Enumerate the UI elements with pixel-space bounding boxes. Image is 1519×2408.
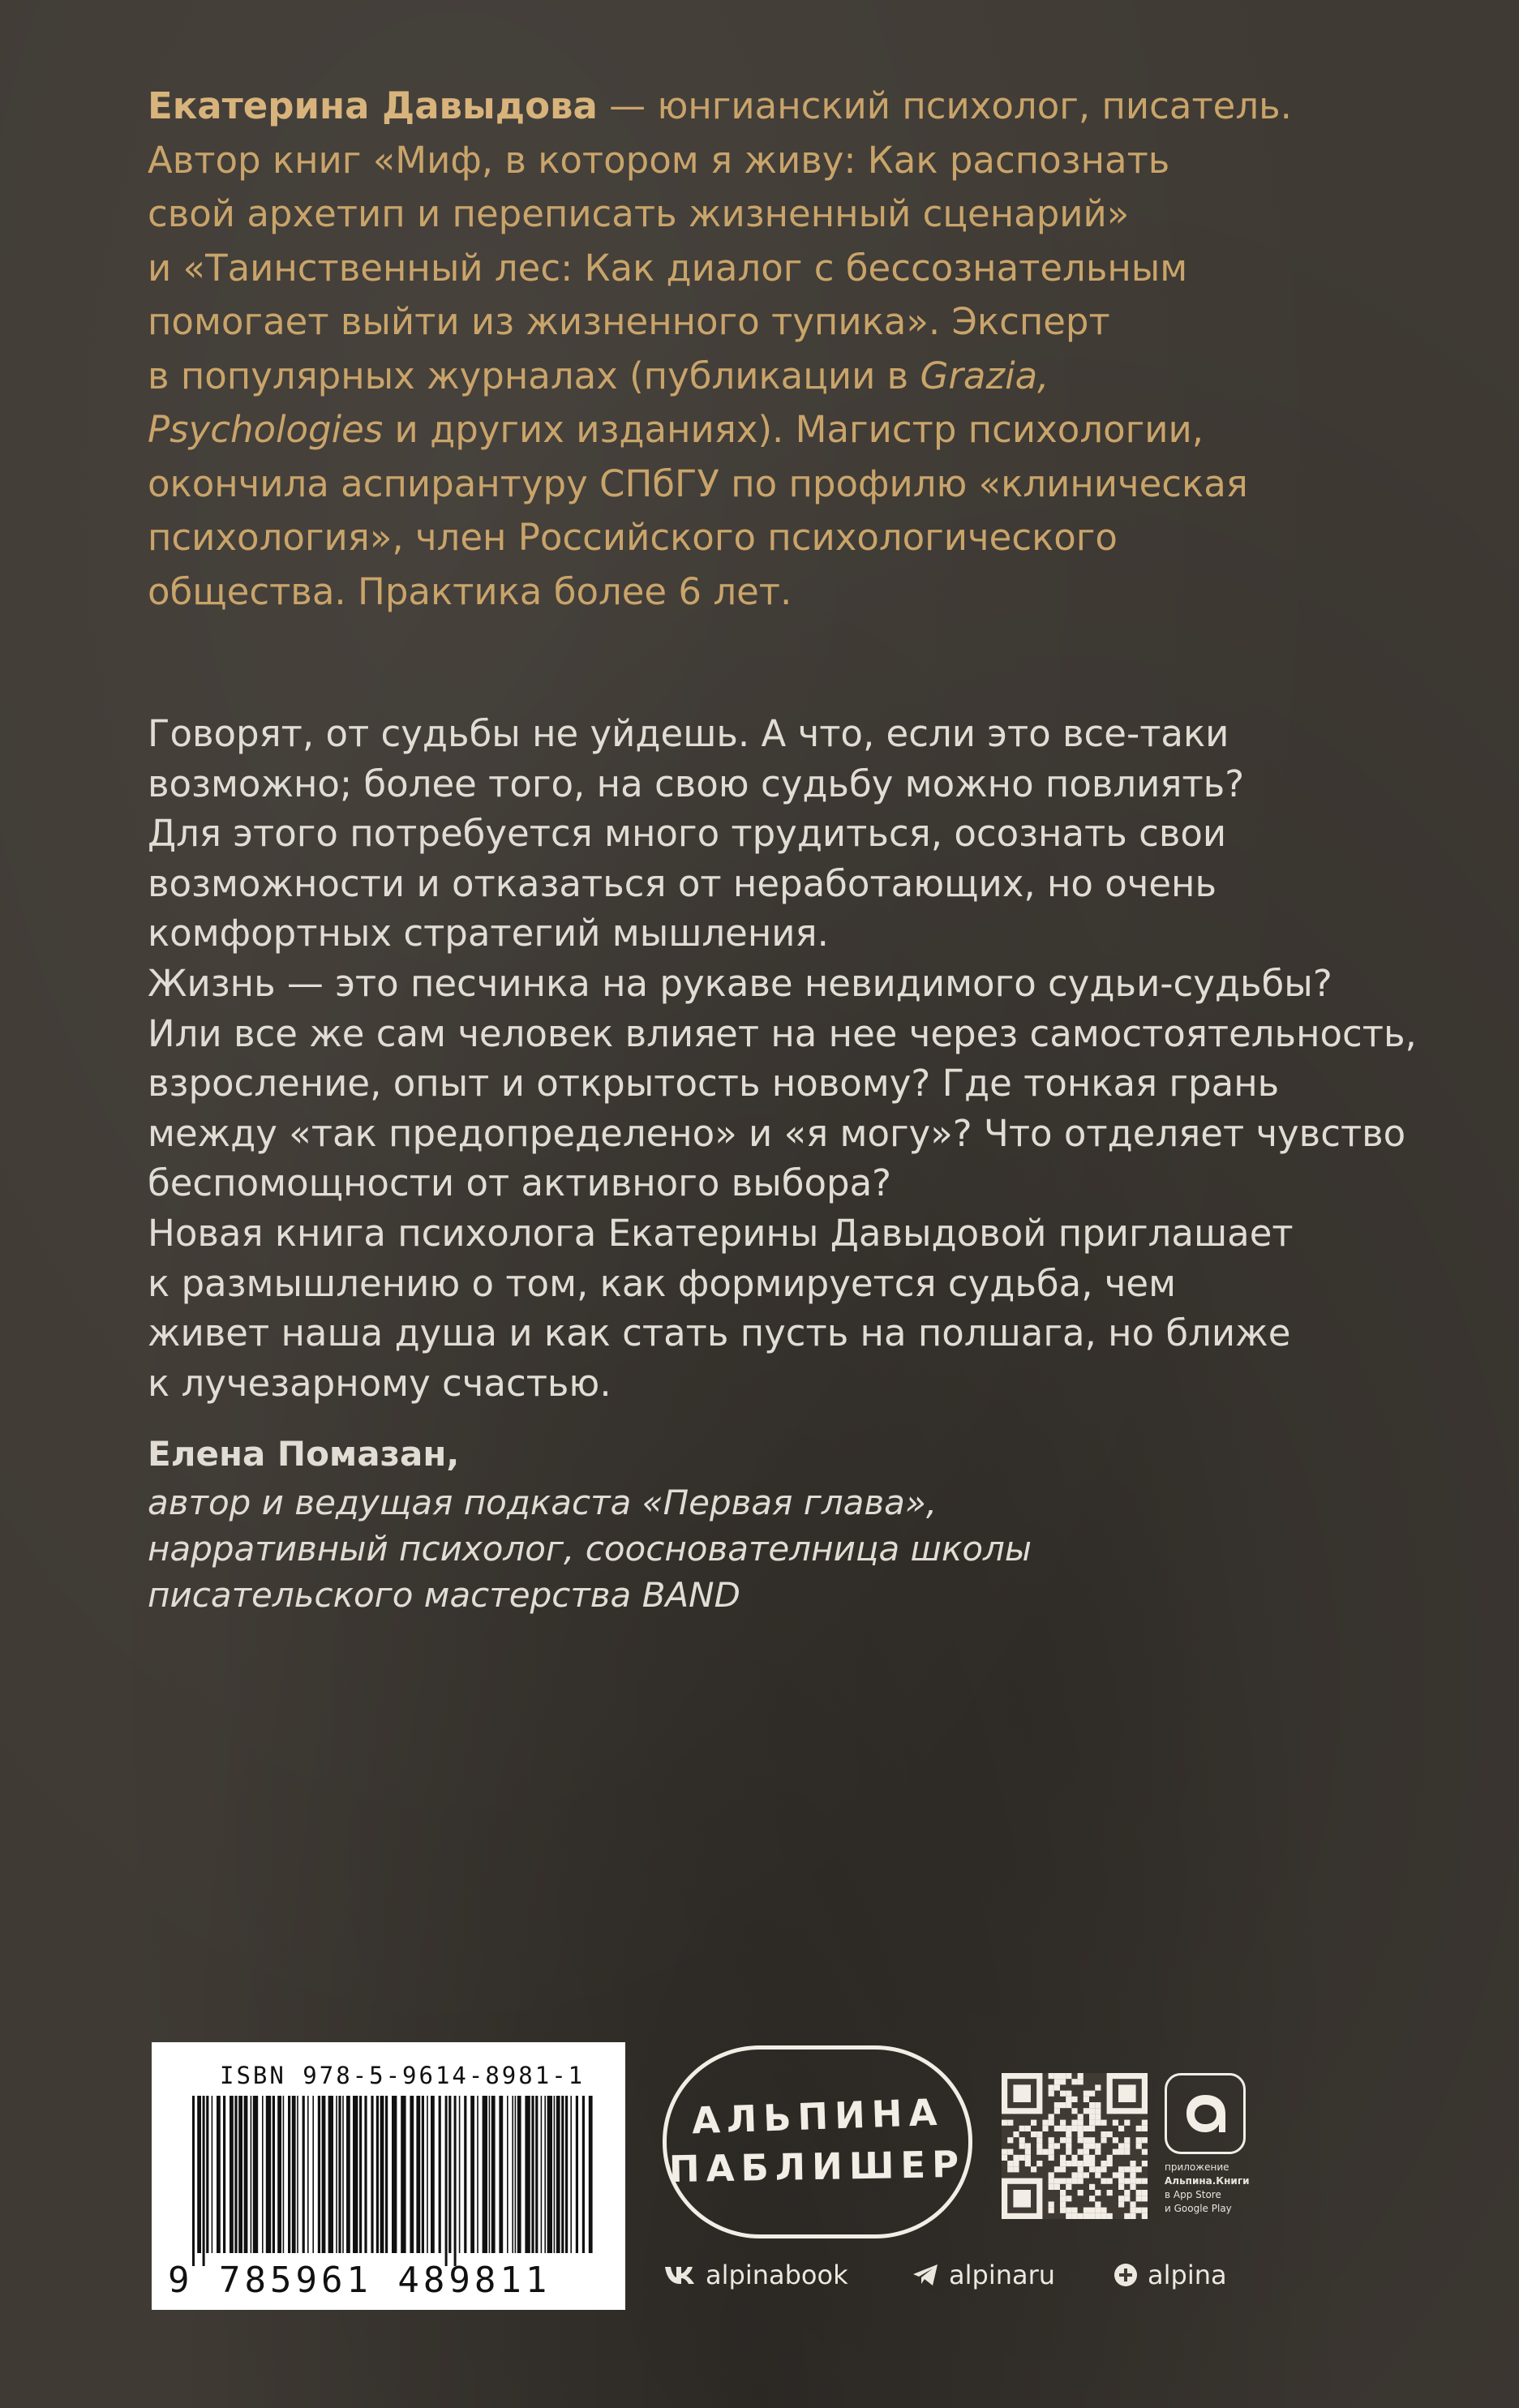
blurb-line: беспомощности от активного выбора? xyxy=(148,1161,892,1205)
blurb-line: возможно; более того, на свою судьбу можно повлиять? xyxy=(148,762,1245,805)
app-caption-line: приложение xyxy=(1165,2161,1229,2173)
reviewer-role: нарративный психолог, сооснователница школы xyxy=(148,1529,1032,1569)
blurb-line: Для этого потребуется много трудиться, осознать свои xyxy=(148,812,1227,856)
magazine-name: Psychologies xyxy=(148,408,384,451)
blurb-line: возможности и отказаться от неработающих, но очень xyxy=(148,861,1216,905)
app-caption-line xyxy=(1165,2174,1278,2188)
app-caption-line: в App Store xyxy=(1165,2189,1221,2200)
social-telegram[interactable] xyxy=(912,2260,1055,2290)
logo-line-2: ПАБЛИШЕР xyxy=(668,2142,966,2191)
bio-line xyxy=(148,79,1413,134)
social-alpina[interactable] xyxy=(1114,2260,1227,2290)
bio-text: в популярных журналах (публикации в xyxy=(148,354,920,397)
review-signature xyxy=(148,1431,1283,1618)
vk-handle: alpinabook xyxy=(706,2260,848,2290)
bio-line xyxy=(148,403,1413,457)
bio-line: окончила аспирантуру СПбГУ по профилю «клиническая xyxy=(148,461,1248,505)
barcode xyxy=(152,2042,625,2310)
bio-line: Автор книг «Миф, в котором я живу: Как распознать xyxy=(148,138,1170,182)
isbn-number: ISBN 978-5-9614-8981-1 xyxy=(220,2062,586,2089)
reviewer-name: Елена Помазан, xyxy=(148,1434,460,1474)
reviewer-role: писательского мастерства BAND xyxy=(148,1575,740,1615)
publisher-logo xyxy=(663,2045,972,2238)
qr-code-icon xyxy=(1002,2073,1148,2219)
ean-digits: 9 785961 489811 xyxy=(168,2260,551,2301)
book-blurb xyxy=(148,709,1429,1408)
vk-icon xyxy=(663,2264,696,2286)
blurb-line: к размышлению о том, как формируется судьба, чем xyxy=(148,1261,1177,1305)
bio-line: помогает выйти из жизненного тупика». Эксперт xyxy=(148,300,1110,343)
reviewer-role: автор и ведущая подкаста «Первая глава», xyxy=(148,1483,938,1522)
blurb-line: комфортных стратегий мышления. xyxy=(148,912,829,955)
blurb-line: взросление, опыт и открытость новому? Где тонкая грань xyxy=(148,1062,1280,1105)
telegram-icon xyxy=(912,2263,939,2287)
bio-line: психология», член Российского психологического xyxy=(148,516,1118,559)
bio-line: общества. Практика более 6 лет. xyxy=(148,569,792,613)
blurb-line: к лучезарному счастью. xyxy=(148,1361,611,1405)
author-bio xyxy=(148,79,1413,619)
app-name: Альпина.Книги xyxy=(1165,2175,1250,2187)
logo-line-1: АЛЬПИНА xyxy=(690,2090,944,2143)
blurb-line: живет наша душа и как стать пусть на полшага, но ближе xyxy=(148,1311,1291,1355)
alpina-a-glyph xyxy=(1180,2088,1230,2139)
app-caption-line: и Google Play xyxy=(1165,2203,1232,2214)
blurb-line: Жизнь — это песчинка на рукаве невидимого судьи-судьбы? xyxy=(148,961,1332,1005)
telegram-handle: alpinaru xyxy=(949,2260,1056,2290)
author-name: Екатерина Давыдова xyxy=(148,84,598,127)
blurb-line: между «так предопределено» и «я могу»? Что отделяет чувство xyxy=(148,1111,1406,1155)
alpina-handle: alpina xyxy=(1148,2260,1227,2290)
bio-line: свой архетип и переписать жизненный сценарий» xyxy=(148,192,1130,235)
alpina-plus-icon xyxy=(1114,2263,1138,2287)
bio-text: и других изданиях). Магистр психологии, xyxy=(383,408,1204,451)
blurb-line: Говорят, от судьбы не уйдешь. А что, если это все-таки xyxy=(148,712,1229,755)
social-vk[interactable] xyxy=(663,2260,848,2290)
app-store-caption xyxy=(1165,2161,1278,2216)
bio-line: и «Таинственный лес: Как диалог с бессознательным xyxy=(148,246,1188,290)
bio-text: — юнгианский психолог, писатель. xyxy=(597,84,1292,127)
blurb-line: Или все же сам человек влияет на нее через самостоятельность, xyxy=(148,1011,1417,1055)
bio-line xyxy=(148,350,1413,404)
blurb-line: Новая книга психолога Екатерины Давыдовой приглашает xyxy=(148,1211,1294,1255)
alpina-app-icon xyxy=(1165,2073,1246,2154)
magazine-name: Grazia, xyxy=(920,354,1049,397)
